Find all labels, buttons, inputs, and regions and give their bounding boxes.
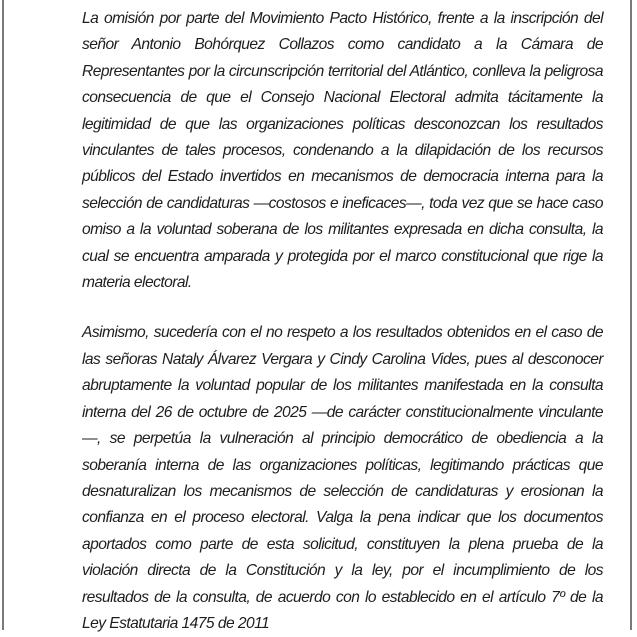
paragraph-2: Asimismo, sucedería con el no respeto a los resultados obtenidos en el caso de las señoras Nataly Álvarez Vergara y Cindy Carolina Vides, pues al desconocer abruptamente la voluntad popular de los militantes manifestada en la consulta interna del 26 de octubre de 2025 —de carácter constitucionalmente vinculante—, se perpetúa la vulneración al principio democrático de obediencia a la soberanía interna de las organizaciones políticas, legitimando prácticas que desnaturalizan los mecanismos de selección de candidaturas y erosionan la confianza en el proceso electoral. Valga la pena indicar que los documentos aportados como parte de esta solicitud, constituyen la plena prueba de la violación directa de la Constitución y la ley, por el incumplimiento de los resultados de la consulta, de acuerdo con lo establecido en el artículo 7º de la Ley Estatutaria 1475 de 2011 [82,324,603,632]
paragraph-1: La omisión por parte del Movimiento Pacto Histórico, frente a la inscripción del señor Antonio Bohórquez Collazos como candidato a la Cámara de Representantes por la circunscripción territorial del Atlántico, conlleva la peligrosa consecuencia de que el Consejo Nacional Electoral admita tácitamente la legitimidad de que las organizaciones políticas desconozcan los resultados vinculantes de tales procesos, condenando a la dilapidación de los recursos públicos del Estado invertidos en mecanismos de democracia interna para la selección de candidaturas —costosos e ineficaces—, toda vez que se hace caso omiso a la voluntad soberana de los militantes expresada en dicha consulta, la cual se encuentra amparada y protegida por el marco constitucional que rige la materia electoral. [82,10,603,292]
document-page [2,0,632,630]
document-body [82,6,603,637]
